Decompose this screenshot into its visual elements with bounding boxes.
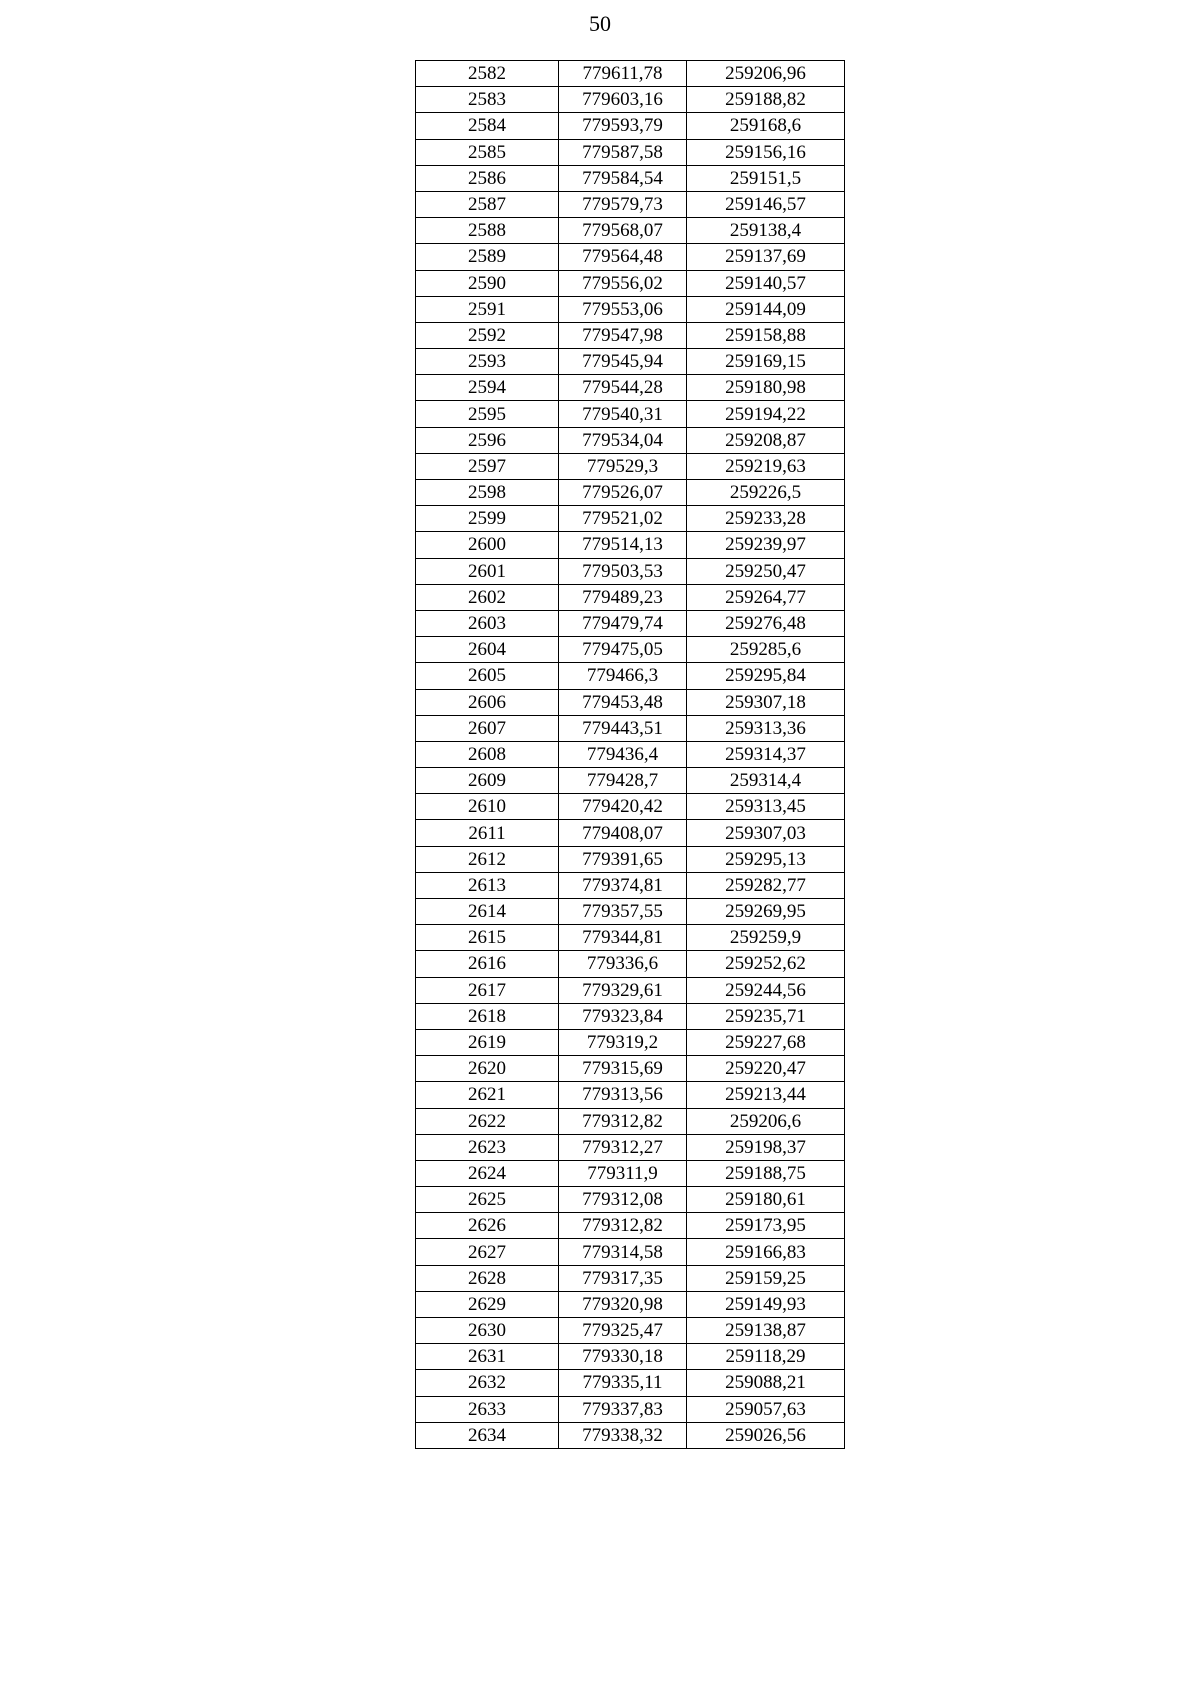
table-row (416, 846, 845, 872)
table-row (416, 741, 845, 767)
y-coordinate-cell: 259026,56 (687, 1422, 845, 1448)
x-coordinate-cell: 779584,54 (559, 165, 687, 191)
x-coordinate-cell: 779568,07 (559, 218, 687, 244)
x-coordinate-cell: 779312,82 (559, 1213, 687, 1239)
table-row (416, 349, 845, 375)
x-coordinate-cell: 779357,55 (559, 899, 687, 925)
y-coordinate-cell: 259208,87 (687, 427, 845, 453)
point-number-cell: 2610 (416, 794, 559, 820)
x-coordinate-cell: 779544,28 (559, 375, 687, 401)
point-number-cell: 2604 (416, 637, 559, 663)
y-coordinate-cell: 259295,13 (687, 846, 845, 872)
point-number-cell: 2613 (416, 872, 559, 898)
point-number-cell: 2601 (416, 558, 559, 584)
table-row (416, 820, 845, 846)
x-coordinate-cell: 779593,79 (559, 113, 687, 139)
point-number-cell: 2599 (416, 506, 559, 532)
y-coordinate-cell: 259252,62 (687, 951, 845, 977)
y-coordinate-cell: 259226,5 (687, 480, 845, 506)
point-number-cell: 2602 (416, 584, 559, 610)
point-number-cell: 2609 (416, 768, 559, 794)
point-number-cell: 2600 (416, 532, 559, 558)
point-number-cell: 2598 (416, 480, 559, 506)
y-coordinate-cell: 259173,95 (687, 1213, 845, 1239)
table-row (416, 270, 845, 296)
x-coordinate-cell: 779335,11 (559, 1370, 687, 1396)
table-row (416, 532, 845, 558)
y-coordinate-cell: 259146,57 (687, 191, 845, 217)
table-row (416, 768, 845, 794)
y-coordinate-cell: 259138,87 (687, 1318, 845, 1344)
table-row (416, 872, 845, 898)
table-row (416, 61, 845, 87)
y-coordinate-cell: 259156,16 (687, 139, 845, 165)
x-coordinate-cell: 779320,98 (559, 1291, 687, 1317)
point-number-cell: 2620 (416, 1056, 559, 1082)
table-row (416, 1422, 845, 1448)
y-coordinate-cell: 259233,28 (687, 506, 845, 532)
y-coordinate-cell: 259168,6 (687, 113, 845, 139)
table-row (416, 322, 845, 348)
table-row (416, 1134, 845, 1160)
point-number-cell: 2615 (416, 925, 559, 951)
x-coordinate-cell: 779314,58 (559, 1239, 687, 1265)
point-number-cell: 2589 (416, 244, 559, 270)
y-coordinate-cell: 259194,22 (687, 401, 845, 427)
table-row (416, 1082, 845, 1108)
x-coordinate-cell: 779534,04 (559, 427, 687, 453)
point-number-cell: 2624 (416, 1160, 559, 1186)
table-row (416, 1003, 845, 1029)
x-coordinate-cell: 779475,05 (559, 637, 687, 663)
y-coordinate-cell: 259188,82 (687, 87, 845, 113)
table-row (416, 401, 845, 427)
x-coordinate-cell: 779564,48 (559, 244, 687, 270)
y-coordinate-cell: 259088,21 (687, 1370, 845, 1396)
y-coordinate-cell: 259213,44 (687, 1082, 845, 1108)
x-coordinate-cell: 779329,61 (559, 977, 687, 1003)
y-coordinate-cell: 259137,69 (687, 244, 845, 270)
point-number-cell: 2606 (416, 689, 559, 715)
table-row (416, 689, 845, 715)
point-number-cell: 2607 (416, 715, 559, 741)
table-row (416, 925, 845, 951)
x-coordinate-cell: 779420,42 (559, 794, 687, 820)
point-number-cell: 2630 (416, 1318, 559, 1344)
y-coordinate-cell: 259169,15 (687, 349, 845, 375)
x-coordinate-cell: 779317,35 (559, 1265, 687, 1291)
table-row (416, 113, 845, 139)
x-coordinate-cell: 779611,78 (559, 61, 687, 87)
x-coordinate-cell: 779344,81 (559, 925, 687, 951)
x-coordinate-cell: 779514,13 (559, 532, 687, 558)
y-coordinate-cell: 259138,4 (687, 218, 845, 244)
y-coordinate-cell: 259159,25 (687, 1265, 845, 1291)
y-coordinate-cell: 259314,37 (687, 741, 845, 767)
table-row (416, 1187, 845, 1213)
x-coordinate-cell: 779553,06 (559, 296, 687, 322)
point-number-cell: 2588 (416, 218, 559, 244)
y-coordinate-cell: 259219,63 (687, 453, 845, 479)
table-row (416, 427, 845, 453)
table-row (416, 165, 845, 191)
y-coordinate-cell: 259166,83 (687, 1239, 845, 1265)
y-coordinate-cell: 259307,03 (687, 820, 845, 846)
point-number-cell: 2619 (416, 1029, 559, 1055)
x-coordinate-cell: 779436,4 (559, 741, 687, 767)
x-coordinate-cell: 779540,31 (559, 401, 687, 427)
point-number-cell: 2584 (416, 113, 559, 139)
point-number-cell: 2587 (416, 191, 559, 217)
point-number-cell: 2596 (416, 427, 559, 453)
table-row (416, 244, 845, 270)
table-row (416, 1239, 845, 1265)
x-coordinate-cell: 779443,51 (559, 715, 687, 741)
point-number-cell: 2627 (416, 1239, 559, 1265)
table-row (416, 663, 845, 689)
table-row (416, 637, 845, 663)
y-coordinate-cell: 259313,36 (687, 715, 845, 741)
y-coordinate-cell: 259180,98 (687, 375, 845, 401)
point-number-cell: 2634 (416, 1422, 559, 1448)
point-number-cell: 2611 (416, 820, 559, 846)
point-number-cell: 2605 (416, 663, 559, 689)
x-coordinate-cell: 779337,83 (559, 1396, 687, 1422)
point-number-cell: 2622 (416, 1108, 559, 1134)
y-coordinate-cell: 259140,57 (687, 270, 845, 296)
table-row (416, 951, 845, 977)
y-coordinate-cell: 259227,68 (687, 1029, 845, 1055)
point-number-cell: 2586 (416, 165, 559, 191)
y-coordinate-cell: 259206,96 (687, 61, 845, 87)
table-row (416, 506, 845, 532)
table-row (416, 1160, 845, 1186)
table-row (416, 794, 845, 820)
y-coordinate-cell: 259314,4 (687, 768, 845, 794)
x-coordinate-cell: 779428,7 (559, 768, 687, 794)
x-coordinate-cell: 779545,94 (559, 349, 687, 375)
x-coordinate-cell: 779547,98 (559, 322, 687, 348)
y-coordinate-cell: 259235,71 (687, 1003, 845, 1029)
y-coordinate-cell: 259188,75 (687, 1160, 845, 1186)
y-coordinate-cell: 259269,95 (687, 899, 845, 925)
table-row (416, 1265, 845, 1291)
x-coordinate-cell: 779325,47 (559, 1318, 687, 1344)
table-row (416, 899, 845, 925)
point-number-cell: 2614 (416, 899, 559, 925)
table-row (416, 610, 845, 636)
x-coordinate-cell: 779579,73 (559, 191, 687, 217)
y-coordinate-cell: 259118,29 (687, 1344, 845, 1370)
x-coordinate-cell: 779408,07 (559, 820, 687, 846)
y-coordinate-cell: 259307,18 (687, 689, 845, 715)
table-row (416, 715, 845, 741)
table-row (416, 1370, 845, 1396)
table-row (416, 1108, 845, 1134)
point-number-cell: 2593 (416, 349, 559, 375)
table-row (416, 558, 845, 584)
table-row (416, 1213, 845, 1239)
x-coordinate-cell: 779529,3 (559, 453, 687, 479)
x-coordinate-cell: 779336,6 (559, 951, 687, 977)
table-row (416, 375, 845, 401)
x-coordinate-cell: 779526,07 (559, 480, 687, 506)
table-row (416, 1291, 845, 1317)
y-coordinate-cell: 259057,63 (687, 1396, 845, 1422)
x-coordinate-cell: 779503,53 (559, 558, 687, 584)
y-coordinate-cell: 259250,47 (687, 558, 845, 584)
x-coordinate-cell: 779338,32 (559, 1422, 687, 1448)
table-row (416, 1318, 845, 1344)
table-row (416, 139, 845, 165)
x-coordinate-cell: 779315,69 (559, 1056, 687, 1082)
y-coordinate-cell: 259206,6 (687, 1108, 845, 1134)
table-row (416, 453, 845, 479)
table-row (416, 1029, 845, 1055)
table-row (416, 480, 845, 506)
x-coordinate-cell: 779489,23 (559, 584, 687, 610)
x-coordinate-cell: 779330,18 (559, 1344, 687, 1370)
table-row (416, 218, 845, 244)
x-coordinate-cell: 779521,02 (559, 506, 687, 532)
point-number-cell: 2623 (416, 1134, 559, 1160)
y-coordinate-cell: 259285,6 (687, 637, 845, 663)
y-coordinate-cell: 259220,47 (687, 1056, 845, 1082)
x-coordinate-cell: 779323,84 (559, 1003, 687, 1029)
x-coordinate-cell: 779374,81 (559, 872, 687, 898)
point-number-cell: 2629 (416, 1291, 559, 1317)
point-number-cell: 2597 (416, 453, 559, 479)
point-number-cell: 2621 (416, 1082, 559, 1108)
x-coordinate-cell: 779587,58 (559, 139, 687, 165)
x-coordinate-cell: 779312,82 (559, 1108, 687, 1134)
x-coordinate-cell: 779479,74 (559, 610, 687, 636)
y-coordinate-cell: 259313,45 (687, 794, 845, 820)
x-coordinate-cell: 779391,65 (559, 846, 687, 872)
coordinates-table-body (416, 61, 845, 1449)
table-row (416, 87, 845, 113)
y-coordinate-cell: 259276,48 (687, 610, 845, 636)
x-coordinate-cell: 779313,56 (559, 1082, 687, 1108)
point-number-cell: 2603 (416, 610, 559, 636)
point-number-cell: 2616 (416, 951, 559, 977)
y-coordinate-cell: 259295,84 (687, 663, 845, 689)
point-number-cell: 2628 (416, 1265, 559, 1291)
point-number-cell: 2632 (416, 1370, 559, 1396)
point-number-cell: 2585 (416, 139, 559, 165)
y-coordinate-cell: 259264,77 (687, 584, 845, 610)
point-number-cell: 2633 (416, 1396, 559, 1422)
point-number-cell: 2612 (416, 846, 559, 872)
point-number-cell: 2625 (416, 1187, 559, 1213)
y-coordinate-cell: 259158,88 (687, 322, 845, 348)
point-number-cell: 2590 (416, 270, 559, 296)
table-row (416, 1396, 845, 1422)
x-coordinate-cell: 779453,48 (559, 689, 687, 715)
y-coordinate-cell: 259149,93 (687, 1291, 845, 1317)
x-coordinate-cell: 779319,2 (559, 1029, 687, 1055)
table-row (416, 296, 845, 322)
x-coordinate-cell: 779311,9 (559, 1160, 687, 1186)
point-number-cell: 2608 (416, 741, 559, 767)
point-number-cell: 2582 (416, 61, 559, 87)
x-coordinate-cell: 779466,3 (559, 663, 687, 689)
y-coordinate-cell: 259180,61 (687, 1187, 845, 1213)
table-row (416, 584, 845, 610)
point-number-cell: 2617 (416, 977, 559, 1003)
table-row (416, 1344, 845, 1370)
y-coordinate-cell: 259282,77 (687, 872, 845, 898)
point-number-cell: 2626 (416, 1213, 559, 1239)
y-coordinate-cell: 259198,37 (687, 1134, 845, 1160)
point-number-cell: 2592 (416, 322, 559, 348)
y-coordinate-cell: 259259,9 (687, 925, 845, 951)
y-coordinate-cell: 259151,5 (687, 165, 845, 191)
x-coordinate-cell: 779312,08 (559, 1187, 687, 1213)
point-number-cell: 2595 (416, 401, 559, 427)
point-number-cell: 2631 (416, 1344, 559, 1370)
point-number-cell: 2583 (416, 87, 559, 113)
page-number: 50 (589, 11, 611, 36)
table-row (416, 1056, 845, 1082)
coordinates-table (415, 60, 845, 1449)
y-coordinate-cell: 259239,97 (687, 532, 845, 558)
table-row (416, 977, 845, 1003)
x-coordinate-cell: 779312,27 (559, 1134, 687, 1160)
point-number-cell: 2594 (416, 375, 559, 401)
point-number-cell: 2591 (416, 296, 559, 322)
x-coordinate-cell: 779603,16 (559, 87, 687, 113)
y-coordinate-cell: 259244,56 (687, 977, 845, 1003)
x-coordinate-cell: 779556,02 (559, 270, 687, 296)
point-number-cell: 2618 (416, 1003, 559, 1029)
table-row (416, 191, 845, 217)
y-coordinate-cell: 259144,09 (687, 296, 845, 322)
